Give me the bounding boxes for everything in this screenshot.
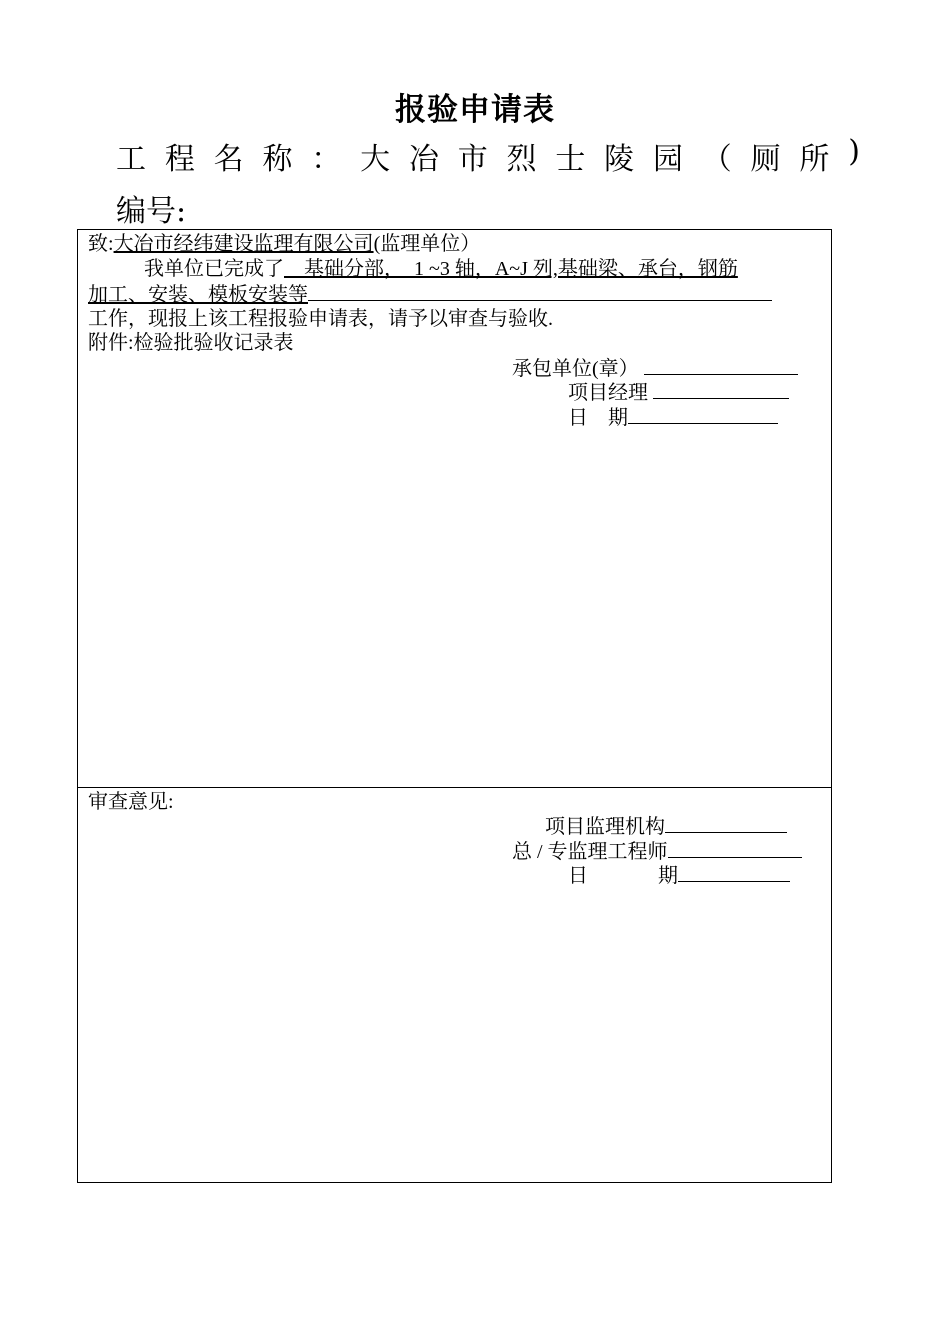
project-char: 烈 xyxy=(506,142,537,177)
contractor-label: 承包单位(章） xyxy=(512,358,639,380)
supervising-engineer-label: 总 / 专监理工程师 xyxy=(512,841,668,863)
supervision-org-line xyxy=(545,814,787,839)
completed-work-line-1 xyxy=(144,257,738,281)
project-char: 工 xyxy=(116,142,146,177)
application-section xyxy=(78,230,831,788)
review-date-label: 日 期 xyxy=(568,865,678,887)
request-text: 工作，现报上该工程报验申请表，请予以审查与验收. xyxy=(88,308,553,330)
addressee-line xyxy=(88,232,480,256)
contractor-seal-blank[interactable] xyxy=(644,356,798,375)
completed-work-content-2: 加工、安装、模板安装等 xyxy=(88,284,308,306)
attachment-line: 附件:检验批验收记录表 xyxy=(88,332,294,354)
application-date-label: 日 期 xyxy=(568,407,628,429)
supervision-org-label: 项目监理机构 xyxy=(545,816,665,838)
review-section xyxy=(78,788,831,1182)
project-manager-line xyxy=(568,380,789,405)
review-opinion-label: 审查意见: xyxy=(88,791,174,813)
to-suffix: (监理单位） xyxy=(373,233,481,255)
completed-prefix: 我单位已完成了 xyxy=(144,258,284,280)
project-char: 市 xyxy=(457,142,488,177)
completed-work-blank[interactable] xyxy=(308,282,772,301)
code-label: 编号: xyxy=(116,194,187,229)
project-char: 所 xyxy=(799,142,830,177)
review-date-line xyxy=(568,863,790,888)
supervising-engineer-blank[interactable] xyxy=(668,839,802,858)
project-char: ) xyxy=(848,134,860,169)
project-char: 厕 xyxy=(750,142,781,177)
contractor-line xyxy=(512,356,798,381)
application-date-line xyxy=(568,405,778,430)
application-form xyxy=(77,229,832,1183)
project-manager-label: 项目经理 xyxy=(568,382,648,404)
project-manager-blank[interactable] xyxy=(653,380,789,399)
supervisor-company: 大冶市经纬建设监理有限公司 xyxy=(113,233,374,255)
project-char: 程 xyxy=(164,142,195,177)
supervision-org-blank[interactable] xyxy=(665,814,787,833)
project-char: ： xyxy=(311,142,342,177)
completed-work-line-2 xyxy=(88,282,772,307)
project-name-line xyxy=(116,134,860,178)
completed-work-content-1: 基础分部， 1 ~3 轴，A~J 列,基础梁、承台，钢筋 xyxy=(284,258,738,280)
application-date-blank[interactable] xyxy=(628,405,778,424)
review-date-blank[interactable] xyxy=(678,863,790,882)
project-char: 园 xyxy=(652,142,683,177)
project-char: 名 xyxy=(213,142,244,177)
project-char: 冶 xyxy=(408,142,439,177)
project-char: 陵 xyxy=(604,142,635,177)
document-title: 报验申请表 xyxy=(395,92,555,128)
project-char: 大 xyxy=(360,142,391,177)
project-char: 称 xyxy=(262,142,293,177)
project-char: 士 xyxy=(555,142,586,177)
supervising-engineer-line xyxy=(512,839,802,864)
project-char: （ xyxy=(701,142,732,177)
to-prefix: 致: xyxy=(88,233,114,255)
